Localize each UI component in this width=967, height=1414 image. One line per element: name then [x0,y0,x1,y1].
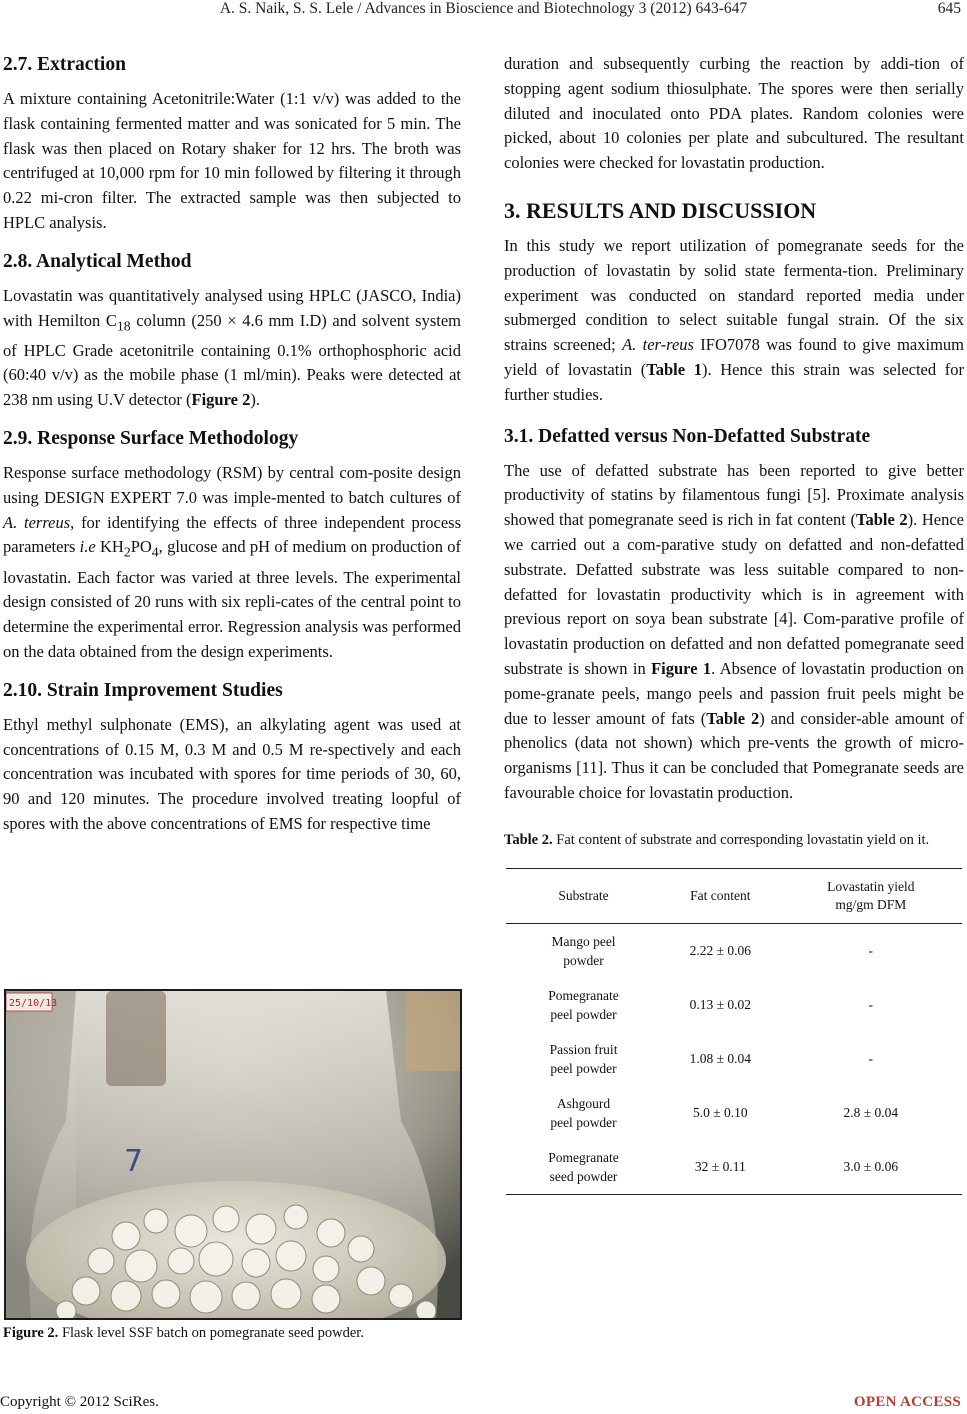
text-run: , for identifying the effects of three independent process parameters [3,512,461,557]
section-title: 2.10. Strain Improvement Studies [3,679,283,701]
section-title: 2.9. Response Surface Methodology [3,428,299,450]
yield-cell: 3.0 ± 0.06 [780,1140,962,1195]
section-title: 3.1. Defatted versus Non-Defatted Substrate [504,425,871,447]
cell-line: peel powder [550,1114,617,1130]
subscript: 2 [123,544,131,560]
substrate-cell [506,1032,661,1086]
text-run: IFO7078 was found to give maximum yield of lovastatin ( [504,335,964,379]
table-2 [506,868,962,1195]
cell-line: peel powder [550,1006,617,1022]
species-name: A. ter-reus [622,335,694,355]
section-2-8 [3,249,461,413]
column-header [780,868,962,923]
subscript: 18 [116,317,131,333]
cell-line: powder [563,952,604,968]
text-run: The use of defatted substrate has been reported to give better productivity of statins by filamentous fungi [5]. Proximate analysis showed that pomegranate seed is rich in fat content ( [504,460,964,530]
cell-line: Passion fruit [549,1041,618,1057]
cell-line: Mango peel [551,933,616,949]
text-run: Response surface methodology (RSM) by central com-posite design using DESIGN EXPERT 7.0 was imple-mented to batch cultures of [3,463,461,507]
text-run: Lovastatin was quantitatively analysed using HPLC (JASCO, India) with Hemilton C [3,285,461,330]
fat-cell: 5.0 ± 0.10 [692,1105,748,1121]
figure-2-photo [4,989,462,1320]
text-run: , glucose and pH of medium on production of lovastatin. Each factor was varied at three levels. The experimental design consisted of 20 runs with six repli-cates of the central point to determine the experimental error. Regression analysis was performed on the data obtained from the design experiments. [3,537,461,661]
fat-cell: 32 ± 0.11 [661,1140,780,1195]
copyright-text: Copyright © 2012 SciRes. [0,1394,159,1410]
header-line: mg/gm DFM [835,896,907,912]
figure-reference-link[interactable]: Figure 2 [191,390,251,410]
flask-marker-number: 7 [124,1144,144,1179]
paragraph [504,234,964,408]
cell-line: seed powder [549,1168,618,1184]
text-run: PO [130,537,152,557]
substrate-cell [506,978,661,1032]
text-run: ) and consider-able amount of phenolics (data not shown) which pre-vents the growth of micro-organisms [11]. Thus it can be concluded that Pomegranate seeds are favourable choice for lovastatin production. [504,708,965,802]
species-name: A. terreus [3,512,71,532]
table-reference-link[interactable]: Table 1 [646,359,702,379]
cell-line: Pomegranate [548,987,619,1003]
text-run: ). Hence we carried out a com-parative study on defatted and non-defatted substrate. Defatted substrate was less suitable compared to non-defatted for lovastatin productivity which is in agreement with previous report on soya bean substrate [4]. Com-parative profile of lovastatin production on defatted and non defatted pomegranate seed substrate is shown in [504,510,964,678]
text-run: column (250 × 4.6 mm I.D) and solvent system of HPLC Grade acetonitrile containing 0.1% orthophosphoric acid (60:40 v/v) as the mobile phase (1 ml/min). Peaks were detected at 238 nm using U.V detector ( [3,310,461,410]
paragraph: A mixture containing Acetonitrile:Water (1:1 v/v) was added to the flask containing fermented matter and was sonicated for 5 min. The flask was then placed on Rotary shaker for 12 hrs. The broth was centrifuged at 10,000 rpm for 10 min followed by filtering it through 0.22 mi-cron filter. The extracted sample was then subjected to HPLC analysis. [3,89,461,232]
text-run: In this study we report utilization of pomegranate seeds for the production of lovastatin by solid state fermenta-tion. Preliminary experiment was conducted on standard reported media under submerged condition to select suitable fungal strain. Of the six strains screened; [504,235,964,355]
paragraph [3,461,461,665]
fat-cell: 2.22 ± 0.06 [689,943,752,959]
section-2-7 [3,52,461,236]
cell-line: Ashgourd [556,1095,611,1111]
table-row [506,1140,962,1195]
open-access-badge: OPEN ACCESS [853,1394,961,1410]
flask-date-label: 25/10/13 [9,998,58,1009]
caption-label: Figure 2. [3,1325,59,1341]
substrate-cell [506,1140,661,1195]
yield-cell: - [868,1051,874,1067]
table-reference-link[interactable]: Table 2 [706,708,760,728]
section-2-10-continued [504,52,964,176]
header-line: Lovastatin yield [827,878,915,894]
section-title: 2.8. Analytical Method [3,250,192,272]
table-row [506,1032,962,1086]
section-3 [504,196,964,408]
text-run: ). [250,390,260,410]
fat-cell: 1.08 ± 0.04 [689,1051,752,1067]
caption-text: Fat content of substrate and corresponding lovastatin yield on it. [552,831,930,848]
left-column [3,52,461,850]
paragraph [3,284,461,413]
cell-line: Pomegranate [548,1149,619,1165]
text-run: . Absence of lovastatin production on pome-granate peels, mango peels and passion fruit peels might be due to lesser amount of fats ( [504,658,964,728]
paragraph [504,459,964,806]
figure-2-caption [3,1325,364,1342]
italic-text: i.e [79,537,96,557]
section-2-9 [3,426,461,665]
flask-photo-illustration [6,991,460,1318]
figure-reference-link[interactable]: Figure 1 [651,658,712,678]
running-title: A. S. Naik, S. S. Lele / Advances in Bioscience and Biotechnology 3 (2012) 643-647 [219,0,748,17]
column-header: Fat content [661,868,780,923]
section-title: 2.7. Extraction [3,54,126,75]
substrate-cell [506,1086,661,1140]
cell-line: peel powder [550,1060,617,1076]
fat-cell: 0.13 ± 0.02 [689,997,752,1013]
table-reference-link[interactable]: Table 2 [855,510,908,530]
right-column [504,52,964,1195]
text-run: KH [95,537,124,557]
section-2-10 [3,678,461,837]
table-2-caption [504,830,964,850]
running-header [0,0,967,20]
caption-text: Flask level SSF batch on pomegranate seed powder. [58,1325,364,1341]
subscript: 4 [151,544,159,560]
section-title: 3. RESULTS AND DISCUSSION [504,197,817,223]
section-3-1 [504,424,964,806]
table-row [506,923,962,978]
table-row [506,978,962,1032]
column-header: Substrate [506,868,661,923]
substrate-cell [506,923,661,978]
page-number: 645 [937,0,961,17]
paragraph: Ethyl methyl sulphonate (EMS), an alkylating agent was used at concentrations of 0.15 M, 0.3 M and 0.5 M re-spectively and each concentration was incubated with spores for time periods of 30, 60, 90 and 120 minutes. The procedure involved treating loopful of spores with the above concentrations of EMS for respective time [3,714,461,833]
table-row [506,1086,962,1140]
caption-label: Table 2. [504,831,553,848]
yield-cell: - [868,943,874,959]
text-run: ). Hence this strain was selected for further studies. [504,359,964,404]
yield-cell: - [868,997,874,1013]
paragraph: duration and subsequently curbing the reaction by addi-tion of stopping agent sodium thiosulphate. The spores were then serially diluted and inoculated onto PDA plates. Random colonies were picked, about 10 colonies per plate and subcultured. The resultant colonies were checked for lovastatin production. [504,54,964,173]
yield-cell: 2.8 ± 0.04 [843,1105,899,1121]
table-header-row [506,868,962,923]
